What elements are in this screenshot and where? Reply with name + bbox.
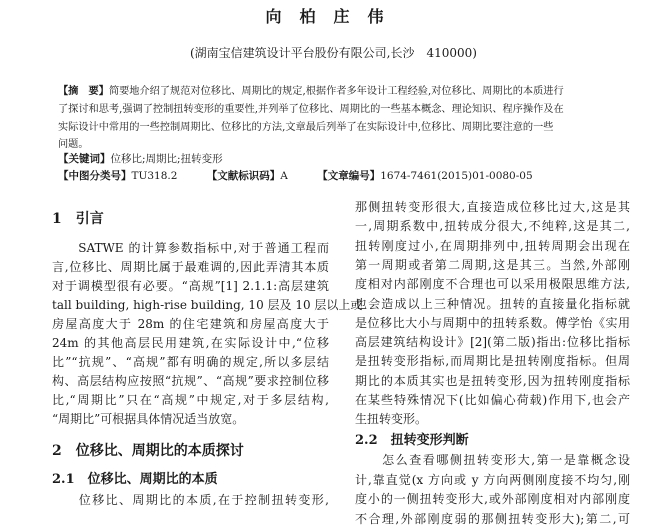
section-1-heading: 1 引言 <box>52 211 104 227</box>
paragraph-line: “周期比”可根据具体情况适当放宽。 <box>52 412 245 426</box>
section-2-1-heading: 2.1 位移比、周期比的本质 <box>52 472 218 487</box>
paragraph-line: 是位移比大小与周期中的扭转系数。傅学怡《实用 <box>355 315 630 330</box>
paragraph-line: 房屋高度大于 28m 的住宅建筑和房屋高度大于 <box>52 317 329 331</box>
section-2-2-heading: 2.2 扭转变形判断 <box>355 433 469 448</box>
paragraph-line: 度相对内部刚度不合理也可以采用极限思维方法, <box>355 277 630 292</box>
paragraph-line: 生扭转变形。 <box>355 412 428 427</box>
paragraph-line: SATWE 的计算参数指标中,对于普通工程而 <box>52 241 329 255</box>
classification: 【中图分类号】TU318.2 【文献标识码】A 【文章编号】1674-7461(2015)01-0080-05 <box>58 170 533 182</box>
abstract-line: 实际设计中常用的一些控制周期比、位移比的方法,文章最后列举了在实际设计中,位移比、周期比要注意的一些 <box>58 122 554 133</box>
paragraph-line: 第一周期或者第二周期,这是其三。当然,外部刚 <box>355 257 630 272</box>
abstract-line: 【摘 要】简要地介绍了规范对位移比、周期比的规定,根据作者多年设计工程经验,对位移比、周期比的本质进行 <box>58 85 564 97</box>
paragraph-line: tall building, high-rise building, 10 层及 10 层以上或 <box>52 298 363 312</box>
paragraph-line: 24m 的其他高层民用建筑,在实际设计中,“位移 <box>52 336 329 350</box>
paragraph-line: 度小的一侧扭转变形大,或外部刚度相对内部刚度 <box>355 492 630 506</box>
paragraph-line: 期比的本质其实也是扭转变形,因为扭转刚度指标 <box>355 373 630 388</box>
paragraph-line: 计,靠直觉(x 方向或 y 方向两侧刚度接不均匀,刚 <box>355 472 630 487</box>
paragraph-line: 一,周期系数中,扭转成分很大,不纯粹,这是其二, <box>355 219 630 234</box>
paragraph-line: 言,位移比、周期比属于最难调的,因此弄清其本质 <box>52 260 329 274</box>
paragraph-line: 构、高层结构应按照“抗规”、“高规”要求控制位移 <box>52 374 329 388</box>
paragraph-line: 比,“周期比”只在“高规”中规定,对于多层结构, <box>52 393 329 407</box>
abstract-label: 【摘 要】 <box>58 85 109 97</box>
paragraph-line: 不合理,外部刚度弱的那侧扭转变形大);第二,可 <box>355 511 630 526</box>
paragraph-line: 位移比、周期比的本质,在于控制扭转变形, <box>52 493 329 507</box>
paragraph-line: 也会造成以上三种情况。扭转的直接量化指标就 <box>355 296 630 311</box>
paragraph-line: 那侧扭转变形很大,直接造成位移比过大,这是其 <box>355 200 630 214</box>
paragraph-line: 怎么查看哪侧扭转变形大,第一是靠概念设 <box>355 453 630 467</box>
paragraph-line: 扭转刚度过小,在周期排列中,扭转周期会出现在 <box>355 238 630 253</box>
paragraph-line: 在某些特殊情况下(比如偏心荷载)作用下,也会产 <box>355 393 630 407</box>
paragraph-line: 是扭转变形指标,而周期比是扭转刚度指标。但周 <box>355 354 630 369</box>
keywords: 【关键词】位移比;周期比;扭转变形 <box>58 153 223 165</box>
author-names: 向柏庄伟 <box>265 7 402 26</box>
paragraph-line: 比”“抗规”、“高规”都有明确的规定,所以多层结 <box>52 355 329 369</box>
abstract-line: 问题。 <box>58 139 89 150</box>
paragraph-line: 高层建筑结构设计》[2](第二版)指出:位移比指标 <box>355 335 630 350</box>
paragraph-line: 对于调模型很有必要。“高规”[1] 2.1.1:高层建筑 <box>52 279 329 293</box>
abstract-line: 了探讨和思考,强调了控制扭转变形的重要性,并列举了位移比、周期比的一些基本概念、理论知识、程序操作及在 <box>58 104 564 115</box>
affiliation: (湖南宝信建筑设计平台股份有限公司,长沙 410000) <box>190 46 477 60</box>
section-2-heading: 2 位移比、周期比的本质探讨 <box>52 443 244 459</box>
